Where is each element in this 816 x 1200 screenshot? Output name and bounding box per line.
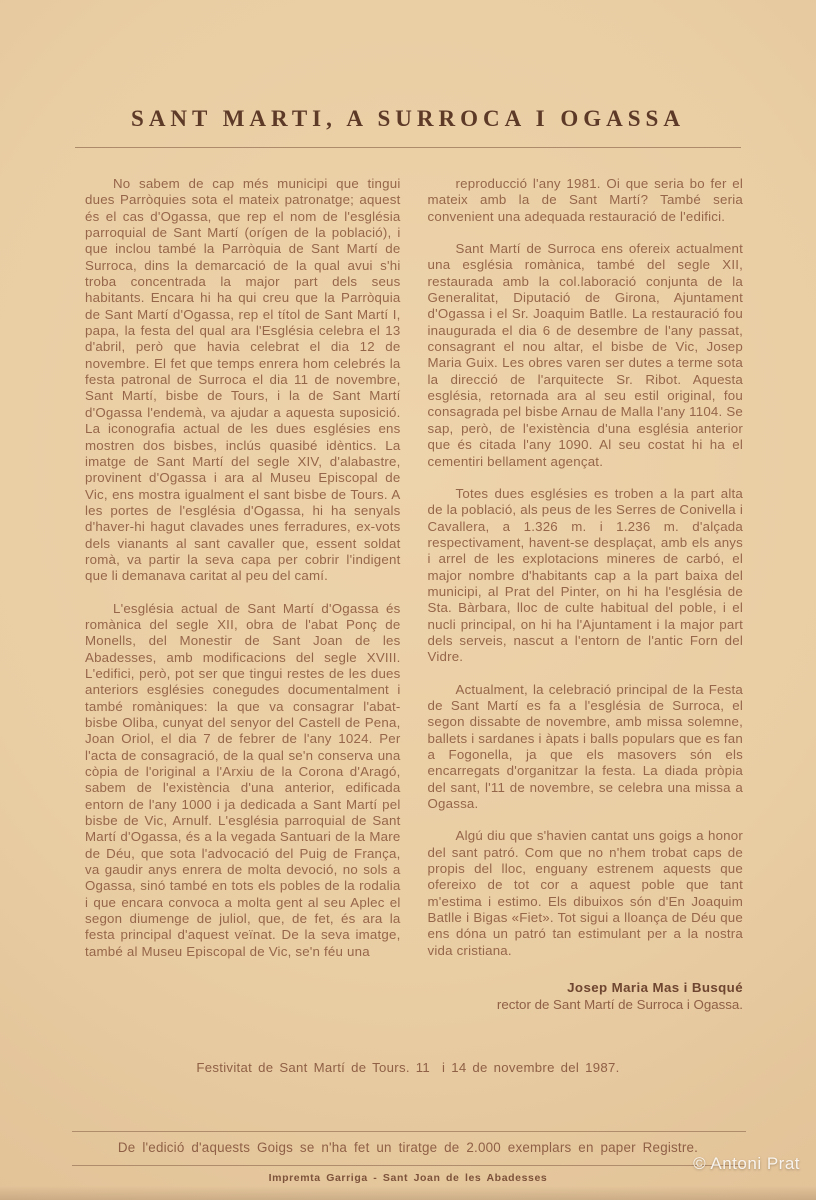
paragraph: Totes dues esglésies es troben a la part alta de la població, als peus de les Serres de Conivella i Cavallera, a 1.326 m. i 1.236 m. d'alçada respectivament, havent-se desplaçat, amb els anys i arrel de les explotacions mineres de carbó, el major nombre d'habitants cap a la part baixa del municipi, al Prat del Pinter, on hi ha l'església de Sta. Bàrbara, lloc de culte habitual del poble, i el nucli principal, on hi ha l'Ajuntament i la major part dels serveis, nascut a l'entorn de l'antic Forn del Vidre. xyxy=(427,485,743,665)
signature-block xyxy=(428,979,744,1013)
text-columns xyxy=(85,176,743,1013)
signature-name: Josep Maria Mas i Busqué xyxy=(567,980,743,996)
paragraph: Actualment, la celebració principal de la Festa de Sant Martí es fa a l'església de Surroca, el segon dissabte de novembre, amb missa solemne, ballets i sardanes i àpats i balls populars que es fan a Fogonella, ja que els masovers són els encarregats d'organitzar la festa. La diada pròpia del sant, l'11 de novembre, se celebra una missa a Ogassa. xyxy=(427,681,743,812)
right-column xyxy=(428,176,744,1013)
paragraph: Algú diu que s'havien cantat uns goigs a honor del sant patró. Com que no n'hem trobat caps de propis del lloc, enguany estrenem aquests que ofereixo de tot cor a aquest poble que tant m'estima i estimo. Els dibuixos són d'En Joaquim Batlle i Bigas «Fiet». Tot sigui a lloança de Déu que ens dóna un patró tan estimulant per a la nostra vida cristiana. xyxy=(427,828,743,958)
page-title: SANT MARTI, A SURROCA I OGASSA xyxy=(131,106,685,131)
title-divider xyxy=(75,147,741,148)
paragraph: No sabem de cap més municipi que tingui dues Parròquies sota el mateix patronatge; aquest és el cas d'Ogassa, que rep el nom de l'església parroquial de Sant Martí (orígen de la població), i que inclou també la Parròquia de Sant Martí de Surroca, dins la demarcació de la qual avui s'hi troba concentrada la major part dels seus habitants. Encara hi ha qui creu que la Parròquia de Sant Martí d'Ogassa, rep el títol de Sant Martí I, papa, la festa del qual ara l'Església celebra el 13 d'abril, però que havia celebrat el dia 12 de novembre. El fet que temps enrera hom celebrés la festa patronal de Surroca el dia 11 de novembre, Sant Martí, bisbe de Tours, i la de Sant Martí d'Ogassa l'endemà, va ajudar a aquesta suposició. La iconografia actual de les dues esglésies ens mostren dos bisbes, inclús quasibé idèntics. La imatge de Sant Martí del segle XIV, d'alabastre, provinent d'Ogassa i ara al Museu Episcopal de Vic, ens mostra igualment el sant bisbe de Tours. A les portes de l'església d'Ogassa, hi ha senyals d'haver-hi hagut clavades unes ferradures, ex-vots dels vianants al sant cavaller que, essent soldat romà, va partir la seva capa per cobrir l'indigent que li demanava caritat al peu del camí. xyxy=(85,176,401,584)
paragraph: reproducció l'any 1981. Oi que seria bo fer el mateix amb la de Sant Martí? També seria convenient una adequada restauració de l'edifici. xyxy=(427,176,743,224)
colophon-line: De l'edició d'aquests Goigs se n'ha fet un tiratge de 2.000 exemplars en paper Registre. xyxy=(117,1140,699,1155)
left-column xyxy=(85,176,401,1013)
colophon-divider-top xyxy=(72,1131,746,1132)
signature-role: rector de Sant Martí de Surroca i Ogassa. xyxy=(496,997,743,1013)
colophon-divider-bottom xyxy=(72,1165,746,1166)
paragraph: Sant Martí de Surroca ens ofereix actualment una església romànica, també del segle XII, restaurada amb la col.laboració conjunta de la Generalitat, Diputació de Girona, Ajuntament d'Ogassa i el Sr. Joaquim Batlle. La restauració fou inaugurada el dia 6 de desembre de l'any passat, consagrant el nou altar, el bisbe de Vic, Josep Maria Guix. Les obres varen ser dutes a terme sota la direcció de l'arquitecte Sr. Ribot. Aquesta església, retornada ara al seu estil original, fou consagrada pel bisbe Arnau de Malla l'any 1104. Se sap, però, de l'existència d'una església anterior que és citada l'any 1090. Al seu costat hi ha el cementiri bellament agençat. xyxy=(427,241,743,469)
copyright-watermark: © Antoni Prat xyxy=(693,1154,800,1173)
paragraph: L'església actual de Sant Martí d'Ogassa és romànica del segle XII, obra de l'abat Ponç de Monells, del Monestir de Sant Joan de les Abadesses, amb modificacions del segle XVIII. L'edifici, però, pot ser que tingui restes de les dues anteriors esglésies conegudes documentalment i també romàniques: la que va consagrar l'abat-bisbe Oliba, cunyat del senyor del Castell de Pena, Joan Oriol, el dia 7 de febrer de l'any 1024. Per l'acta de consagració, de la qual se'n conserva una còpia de l'original a l'Arxiu de la Corona d'Aragó, sabem de l'existència d'una anterior, edificada entorn de l'any 1000 i ja dedicada a Sant Martí pel bisbe de Vic, Arnulf. L'església parroquial de Sant Martí d'Ogassa, és a la vegada Santuari de la Mare de Déu, que sota l'advocació del Puig de França, va gaudir anys enrera de molta devoció, no sols a Ogassa, sinó també en tots els pobles de la rodalia i que encara convoca a molta gent al seu Aplec el segon diumenge de juliol, que, de fet, és ara la festa principal d'aquest veïnat. De la seva imatge, també al Museu Episcopal de Vic, se'n féu una xyxy=(85,600,401,959)
festivity-line: Festivitat de Sant Martí de Tours. 11 i 14 de novembre del 1987. xyxy=(196,1060,620,1075)
printer-imprint-line: Impremta Garriga - Sant Joan de les Abadesses xyxy=(268,1172,548,1184)
